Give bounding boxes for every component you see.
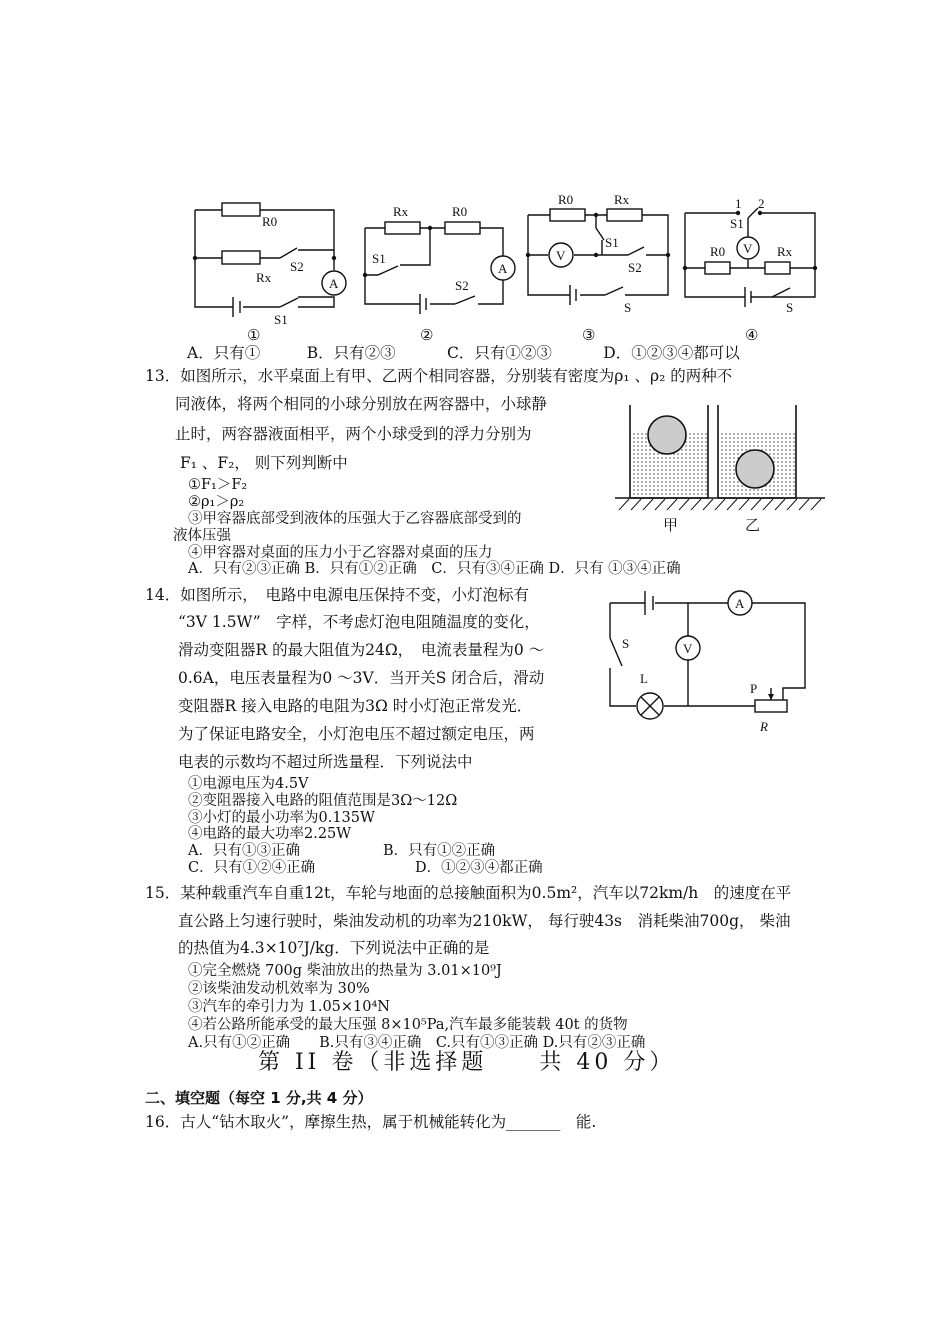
svg-text:2: 2 — [758, 196, 765, 211]
svg-text:A: A — [498, 261, 508, 276]
svg-text:S2: S2 — [455, 278, 469, 293]
q13-statement-3-cont: 液体压强 — [173, 528, 231, 544]
svg-text:P: P — [750, 681, 758, 696]
q14-line3: 滑动变阻器R 的最大阻值为24Ω， 电流表量程为0 ～ — [178, 641, 545, 659]
resistor-rx — [222, 251, 260, 264]
svg-text:V: V — [683, 641, 693, 656]
svg-text:S1: S1 — [730, 216, 744, 231]
q12-options: A．只有① B．只有②③ C．只有①②③ D．①②③④都可以 — [187, 344, 740, 362]
svg-text:V: V — [743, 241, 753, 256]
q16-text: 16．古人“钻木取火”，摩擦生热，属于机械能转化为_______ 能. — [145, 1113, 597, 1131]
q15-statement-2: ②该柴油发动机效率为 30% — [188, 981, 370, 997]
resistor-r0 — [550, 209, 585, 221]
resistor-rx — [765, 262, 790, 274]
q13-line1: 13．如图所示，水平桌面上有甲、乙两个相同容器，分别装有密度为ρ₁ 、ρ₂ 的两种不 — [145, 367, 733, 385]
svg-text:S1: S1 — [372, 251, 386, 266]
svg-text:Rx: Rx — [393, 204, 409, 219]
q14-statement-4: ④电路的最大功率2.25W — [188, 826, 352, 842]
svg-text:Rx: Rx — [777, 244, 793, 259]
q13-statement-2: ②ρ₁＞ρ₂ — [188, 494, 245, 510]
q14-line5: 变阻器R 接入电路的电阻为3Ω 时小灯泡正常发光． — [178, 697, 533, 715]
fig-label-3: ③ — [582, 328, 596, 344]
q15-line3: 的热值为4.3×10⁷J/kg．下列说法中正确的是 — [178, 939, 490, 957]
svg-text:S: S — [786, 300, 794, 315]
q14-line6: 为了保证电路安全，小灯泡电压不超过额定电压，两 — [178, 725, 535, 743]
q14-statement-3: ③小灯的最小功率为0.135W — [188, 810, 375, 826]
q14-line2: “3V 1.5W” 字样，不考虑灯泡电阻随温度的变化， — [178, 613, 540, 631]
q13-statement-4: ④甲容器对桌面的压力小于乙容器对桌面的压力 — [188, 545, 493, 561]
label-jia: 甲 — [663, 518, 679, 534]
svg-text:V: V — [556, 248, 566, 263]
ball-jia — [648, 416, 686, 454]
svg-text:S2: S2 — [290, 259, 304, 274]
svg-text:R0: R0 — [262, 214, 278, 229]
resistor-r0 — [445, 222, 480, 234]
resistor-r0 — [705, 262, 730, 274]
svg-text:S1: S1 — [605, 235, 619, 250]
fig-label-1: ① — [247, 328, 261, 344]
svg-text:A: A — [329, 276, 339, 291]
svg-text:A: A — [735, 596, 745, 611]
containers-figure — [605, 385, 835, 535]
svg-text:L: L — [640, 671, 648, 686]
q14-option-d: D．①②③④都正确 — [415, 860, 543, 876]
q14-statement-2: ②变阻器接入电路的阻值范围是3Ω～12Ω — [188, 793, 458, 809]
circuit-figures — [0, 0, 950, 360]
svg-text:R: R — [760, 719, 768, 734]
rheostat — [755, 700, 787, 712]
q14-circuit — [600, 588, 830, 738]
svg-text:R0: R0 — [558, 192, 574, 207]
section2-heading: 二、填空题（每空 1 分,共 4 分） — [145, 1089, 373, 1107]
svg-text:S: S — [622, 636, 630, 651]
q13-line4: F₁ 、F₂， 则下列判断中 — [180, 454, 348, 472]
svg-text:R0: R0 — [452, 204, 468, 219]
q13-options: A．只有②③正确 B．只有①②正确 C．只有③④正确 D．只有 ①③④正确 — [188, 561, 681, 577]
q15-statement-1: ①完全燃烧 700g 柴油放出的热量为 3.01×10⁹J — [188, 963, 502, 979]
q13-line2: 同液体，将两个相同的小球分别放在两容器中，小球静 — [175, 395, 548, 413]
part2-title: 第 II 卷（非选择题 共 40 分） — [258, 1050, 676, 1075]
q13-line3: 止时，两容器液面相平，两个小球受到的浮力分别为 — [175, 425, 532, 443]
q15-line2: 直公路上匀速行驶时，柴油发动机的功率为210kW， 每行驶43s 消耗柴油700g， 柴油 — [178, 912, 791, 930]
q13-statement-1: ①F₁＞F₂ — [188, 477, 248, 493]
q14-line4: 0.6A，电压表量程为0 ～3V．当开关S 闭合后，滑动 — [178, 669, 545, 687]
fig-label-2: ② — [420, 328, 434, 344]
svg-text:S2: S2 — [628, 260, 642, 275]
fig-label-4: ④ — [745, 328, 759, 344]
q14-line1: 14．如图所示， 电路中电源电压保持不变，小灯泡标有 — [145, 586, 529, 604]
resistor-rx — [607, 209, 642, 221]
svg-text:Rx: Rx — [256, 270, 272, 285]
q15-statement-4: ④若公路所能承受的最大压强 8×10⁵Pa,汽车最多能装载 40t 的货物 — [188, 1017, 628, 1033]
q15-line1: 15．某种载重汽车自重12t，车轮与地面的总接触面积为0.5m²，汽车以72km/h 的速度在平 — [145, 884, 792, 902]
svg-text:Rx: Rx — [614, 192, 630, 207]
q13-statement-3: ③甲容器底部受到液体的压强大于乙容器底部受到的 — [188, 511, 522, 527]
q14-statement-1: ①电源电压为4.5V — [188, 776, 309, 792]
svg-text:S: S — [624, 300, 632, 315]
q14-option-a: A．只有①③正确 — [188, 843, 300, 859]
q15-options: A.只有①②正确 B.只有③④正确 C.只有①③正确 D.只有②③正确 — [188, 1035, 646, 1051]
q15-statement-3: ③汽车的牵引力为 1.05×10⁴N — [188, 999, 390, 1015]
ball-yi — [736, 450, 774, 488]
label-yi: 乙 — [745, 518, 761, 534]
resistor-rx — [385, 222, 420, 234]
q14-option-b: B．只有①②正确 — [383, 843, 496, 859]
svg-text:1: 1 — [735, 196, 742, 211]
q14-line7: 电表的示数均不超过所选量程．下列说法中 — [178, 753, 473, 771]
resistor-r0 — [222, 203, 260, 216]
svg-text:R0: R0 — [710, 244, 726, 259]
q14-option-c: C．只有①②④正确 — [188, 860, 316, 876]
svg-text:S1: S1 — [274, 312, 288, 327]
